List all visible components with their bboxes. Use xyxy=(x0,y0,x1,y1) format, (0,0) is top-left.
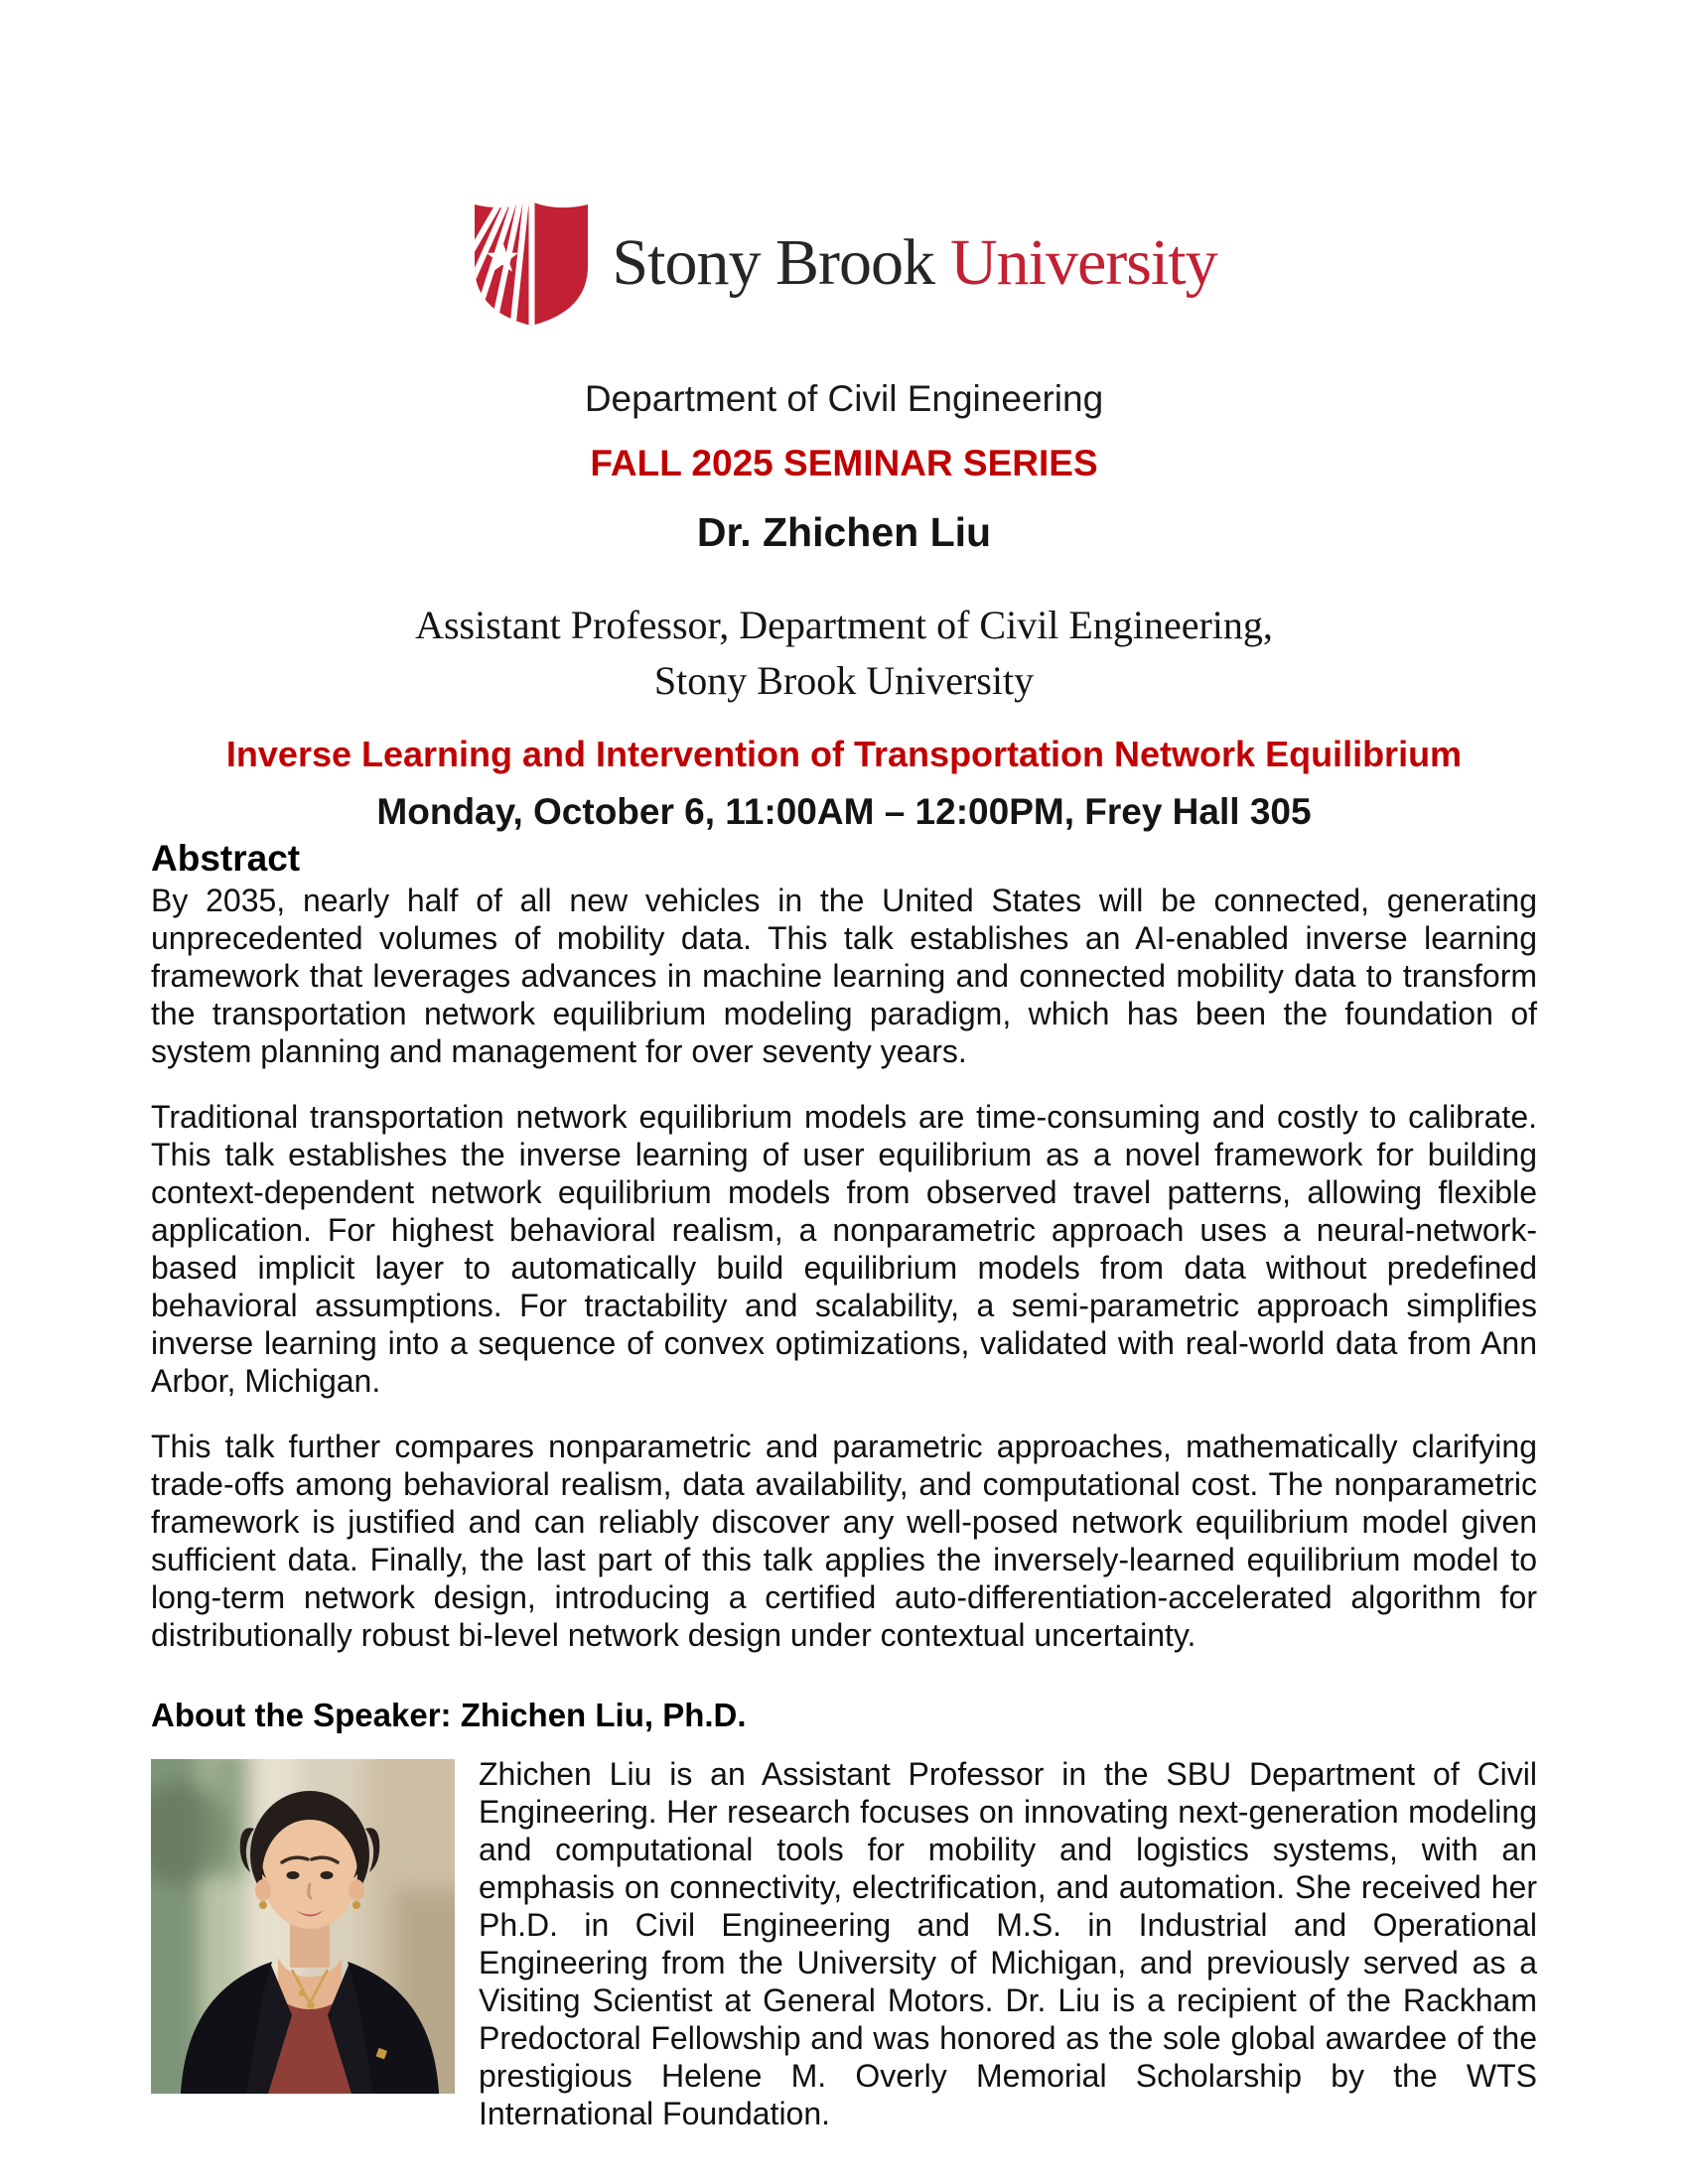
seminar-series-line: FALL 2025 SEMINAR SERIES xyxy=(590,443,1098,483)
speaker-affiliation xyxy=(151,598,1537,709)
affiliation-line-1: Assistant Professor, Department of Civil Engineering, xyxy=(415,603,1273,647)
university-shield-icon xyxy=(471,197,592,330)
speaker-photo xyxy=(151,1759,455,2094)
talk-title: Inverse Learning and Intervention of Transportation Network Equilibrium xyxy=(225,734,1463,774)
speaker-bio-block xyxy=(151,1755,1537,2132)
department-line: Department of Civil Engineering xyxy=(584,378,1104,419)
abstract-section xyxy=(151,838,1537,1654)
wordmark-stony-brook: Stony Brook xyxy=(612,226,934,299)
affiliation-line-2: Stony Brook University xyxy=(653,658,1035,703)
abstract-paragraph-1: By 2035, nearly half of all new vehicles in the United States will be connected, generating unprecedented volumes of mobility data. This talk establishes an AI-enabled inverse learning framework that leverages advances in machine learning and connected mobility data to transform the transportation network equilibrium modeling paradigm, which has been the foundation of system planning and management for over seventy years. xyxy=(151,883,1537,1069)
university-logo xyxy=(151,197,1537,330)
abstract-heading: Abstract xyxy=(151,838,301,879)
abstract-paragraph-2: Traditional transportation network equilibrium models are time-consuming and costly to calibrate. This talk establishes the inverse learning of user equilibrium as a novel framework for building context-dependent network equilibrium models from observed travel patterns, allowing flexible application. For highest behavioral realism, a nonparametric approach uses a neural-network-based implicit layer to automatically build equilibrium models from data without predefined behavioral assumptions. For tractability and scalability, a semi-parametric approach simplifies inverse learning into a sequence of convex optimizations, validated with real-world data from Ann Arbor, Michigan. xyxy=(151,1099,1537,1399)
about-speaker-heading: About the Speaker: Zhichen Liu, Ph.D. xyxy=(151,1697,747,1733)
abstract-paragraph-3: This talk further compares nonparametric and parametric approaches, mathematically clarifying trade-offs among behavioral realism, data availability, and computational cost. The nonparametric framework is justified and can reliably discover any well-posed network equilibrium model given sufficient data. Finally, the last part of this talk applies the inversely-learned equilibrium model to long-term network design, introducing a certified auto-differentiation-accelerated algorithm for distributionally robust bi-level network design under contextual uncertainty. xyxy=(151,1429,1537,1653)
event-datetime-location: Monday, October 6, 11:00AM – 12:00PM, Frey Hall 305 xyxy=(376,791,1312,832)
about-speaker-section xyxy=(151,1696,1537,2132)
speaker-bio-text: Zhichen Liu is an Assistant Professor in the SBU Department of Civil Engineering. Her research focuses on innovating next-generation modeling and computational tools for mobility and logistics systems, with an emphasis on connectivity, electrification, and automation. She received her Ph.D. in Civil Engineering and M.S. in Industrial and Operational Engineering from the University of Michigan, and previously served as a Visiting Scientist at General Motors. Dr. Liu is a recipient of the Rackham Predoctoral Fellowship and was honored as the sole global awardee of the prestigious Helene M. Overly Memorial Scholarship by the WTS International Foundation. xyxy=(479,1756,1537,2131)
wordmark-university: University xyxy=(949,226,1217,299)
speaker-name-heading: Dr. Zhichen Liu xyxy=(696,509,992,555)
university-wordmark xyxy=(612,226,1217,299)
